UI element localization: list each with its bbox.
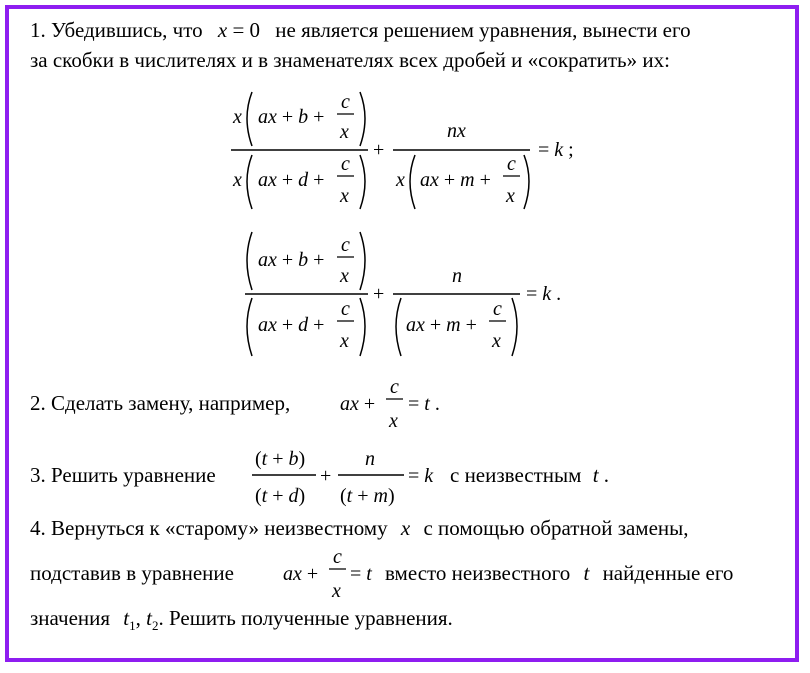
svg-text:x: x bbox=[492, 330, 501, 352]
svg-text:+: + bbox=[373, 283, 385, 305]
svg-text:x: x bbox=[340, 265, 349, 287]
svg-text:nx: nx bbox=[447, 120, 466, 142]
svg-text:c: c bbox=[333, 546, 342, 568]
svg-text:x: x bbox=[389, 410, 398, 432]
svg-text:c: c bbox=[341, 153, 350, 175]
svg-text:x: x bbox=[396, 169, 405, 191]
step4-line1: 4. Вернуться к «старому» неизвестному x с помощью обратной замены, bbox=[30, 516, 689, 540]
svg-text:= k: = k bbox=[408, 465, 434, 487]
svg-text:x: x bbox=[233, 106, 242, 128]
svg-text:ax + m +: ax + m + bbox=[420, 169, 491, 191]
svg-text:x: x bbox=[340, 185, 349, 207]
svg-text:ax +: ax + bbox=[340, 393, 376, 415]
step3-after: с неизвестным t . bbox=[450, 463, 610, 487]
svg-text:ax + m +: ax + m + bbox=[406, 314, 477, 336]
svg-text:= t .: = t . bbox=[408, 393, 440, 415]
svg-text:ax + b +: ax + b + bbox=[258, 249, 325, 271]
step2-text: 2. Сделать замену, например, bbox=[30, 391, 291, 415]
svg-text:+: + bbox=[320, 465, 332, 487]
step4-line2a: подставив в уравнение bbox=[30, 561, 234, 585]
svg-text:c: c bbox=[507, 153, 516, 175]
svg-text:n: n bbox=[365, 448, 375, 470]
svg-text:ax + b +: ax + b + bbox=[258, 106, 325, 128]
svg-text:x: x bbox=[340, 121, 349, 143]
svg-text:c: c bbox=[390, 376, 399, 398]
svg-text:(t + m): (t + m) bbox=[340, 485, 395, 507]
svg-text:= t: = t bbox=[350, 563, 372, 585]
svg-text:+: + bbox=[373, 139, 385, 161]
svg-text:= k .: = k . bbox=[526, 283, 562, 305]
step1-line1: 1. Убедившись, что x = 0 не является решением уравнения, вынести его bbox=[30, 18, 691, 42]
svg-text:x: x bbox=[506, 185, 515, 207]
svg-text:c: c bbox=[493, 298, 502, 320]
svg-text:x: x bbox=[332, 580, 341, 602]
svg-text:(t + b): (t + b) bbox=[255, 448, 306, 470]
svg-text:n: n bbox=[452, 265, 462, 287]
svg-text:(t + d): (t + d) bbox=[255, 485, 306, 507]
svg-text:c: c bbox=[341, 91, 350, 113]
step4-line3: значения $t_1$, $t_2$. Решить полученные уравнения. bbox=[30, 606, 453, 634]
svg-text:= k ;: = k ; bbox=[538, 139, 574, 161]
svg-text:x: x bbox=[233, 169, 242, 191]
step1-line2: за скобки в числителях и в знаменателях всех дробей и «сократить» их: bbox=[30, 48, 670, 72]
svg-text:ax +: ax + bbox=[283, 563, 319, 585]
svg-text:x: x bbox=[340, 330, 349, 352]
step3-text: 3. Решить уравнение bbox=[30, 463, 216, 487]
svg-text:ax + d +: ax + d + bbox=[258, 314, 325, 336]
svg-text:ax + d +: ax + d + bbox=[258, 169, 325, 191]
svg-text:c: c bbox=[341, 298, 350, 320]
svg-text:c: c bbox=[341, 234, 350, 256]
step4-line2b: вместо неизвестного t найденные его bbox=[385, 561, 734, 585]
